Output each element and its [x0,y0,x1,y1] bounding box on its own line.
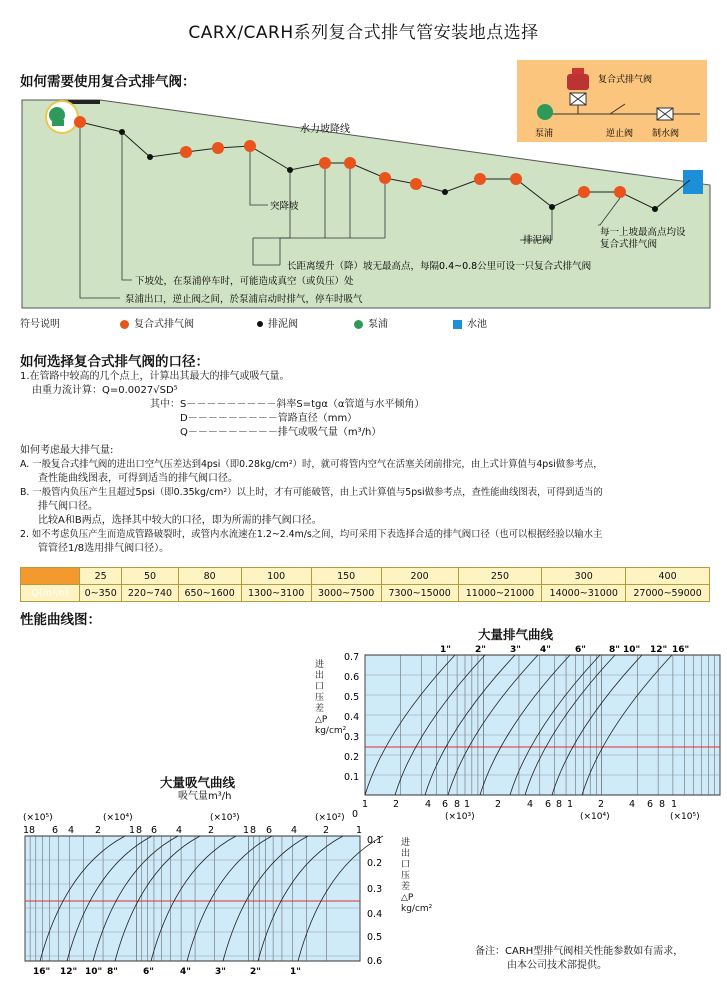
svg-text:6: 6 [151,825,158,836]
inset-pump-label: 泵浦 [535,129,554,139]
svg-text:2: 2 [598,799,605,810]
svg-text:16": 16" [33,967,51,977]
svg-text:4: 4 [629,799,636,810]
drain-valve-marker [147,154,153,160]
svg-text:0.3: 0.3 [367,884,383,895]
size-cell: 25 [80,568,122,585]
svg-text:16": 16" [672,645,690,655]
intake-chart-title: 大量吸气曲线 [160,775,236,790]
size-cell: 250 [458,568,542,585]
svg-text:1: 1 [356,825,363,836]
svg-text:(×10⁵): (×10⁵) [670,812,700,822]
ytick-label: 0.3 [344,732,360,743]
svg-text:1: 1 [243,825,250,836]
air-valve-symbol-icon [120,320,129,329]
installation-diagram [0,60,727,315]
svg-text:2: 2 [323,825,330,836]
text-line: 查性能曲线图表，可得到适当的排气阀口径。 [38,473,238,484]
air-valve-marker [74,116,86,128]
air-valve-marker [474,173,486,185]
text-line: 管管径1/8选用排气阀口径）。 [38,543,170,554]
svg-text:4: 4 [425,799,432,810]
svg-text:(×10²): (×10²) [315,813,345,823]
svg-text:12": 12" [650,645,668,655]
ytick-label: 0.5 [344,692,360,703]
flow-cell: 650~1600 [178,585,241,602]
svg-text:10": 10" [85,967,103,977]
exhaust-chart-title: 大量排气曲线 [478,627,554,642]
svg-text:2: 2 [393,799,400,810]
air-valve-marker [244,140,256,152]
svg-text:0.6: 0.6 [367,956,383,967]
exhaust-chart [330,640,725,825]
svg-text:10": 10" [623,645,641,655]
text-line: D－－－－－－－－－管路直径（mm） [180,413,358,424]
svg-text:(×10³): (×10³) [210,813,240,823]
page-title: CARX/CARH系列复合式排气管安装地点选择 [188,23,539,43]
svg-text:6: 6 [266,825,273,836]
drain-valve-symbol-icon [257,321,263,327]
legend-tank: 水池 [453,318,487,332]
exhaust-xticks [362,799,677,810]
svg-text:6: 6 [545,799,552,810]
text-line: B. 一般管内负压产生且超过5psi（即0.35kg/cm²）以上时，才有可能破管，由上式计算值与5psi做参考点，查性能曲线图表，可得到适当的 [20,487,603,498]
size-cell: 300 [542,568,626,585]
svg-text:0.5: 0.5 [367,932,383,943]
svg-text:8: 8 [659,799,666,810]
intake-xticks [23,825,362,836]
text-line: A. 一般复合式排气阀的进出口空气压差达到4psi（即0.28kg/cm²）时，就可将管内空气在活塞关闭前排完，由上式计算值与4psi做参考点， [20,459,603,470]
table-row [21,568,710,585]
note-pump-outlet: 泵浦出口，逆止阀之间，於泵浦启动时排气，停车时吸气 [125,294,363,305]
text-line: 1.在管路中较高的几个点上，计算出其最大的排气或吸气量。 [20,371,290,382]
exhaust-yticks [344,652,359,820]
inset-pump-icon [537,104,553,120]
inset-gate-label: 制水阀 [652,129,680,139]
svg-text:(×10⁵): (×10⁵) [23,813,53,823]
size-cell: 150 [311,568,381,585]
svg-text:1: 1 [464,799,471,810]
svg-text:2: 2 [95,825,102,836]
exhaust-plot-area [365,655,720,795]
text-line: 2. 如不考虑负压产生而造成管路破裂时，或管内水流速在1.2~2.4m/s之间，均可采用下表选择合适的排气阀口径（也可以根据经验以输水主 [20,529,603,540]
svg-text:(×10³): (×10³) [445,812,475,822]
intake-ylabel: 进出口压差△P kg/cm² [401,838,433,914]
svg-text:8: 8 [454,799,461,810]
intake-chart [15,808,400,980]
text-line: 由重力流计算：Q=0.0027√SD⁵ [32,385,178,396]
air-valve-marker [578,186,590,198]
note-steep-down: 突降坡 [270,201,299,212]
svg-text:4: 4 [68,825,75,836]
table-row [21,585,710,602]
pump-symbol-icon [354,320,363,329]
svg-text:6": 6" [575,645,586,655]
flow-cell: 3000~7500 [311,585,381,602]
svg-text:2: 2 [208,825,215,836]
legend-pump: 泵浦 [354,318,388,332]
intake-curve-labels [33,967,301,977]
drain-valve-marker [652,206,658,212]
inset-check-label: 逆止阀 [606,129,634,139]
sizing-text [20,370,720,556]
exhaust-curve-labels [440,645,689,655]
ytick-label: 0.2 [344,752,360,763]
text-line: 比较A和B两点，选择其中较大的口径，即为所需的排气阀口径。 [38,515,322,526]
size-table [20,567,710,602]
ytick-label: 0.1 [344,772,360,783]
air-valve-marker [379,172,391,184]
flow-cell: 7300~15000 [381,585,458,602]
svg-text:3": 3" [215,967,226,977]
size-cell: 100 [241,568,311,585]
svg-text:6: 6 [52,825,59,836]
legend-air-valve: 复合式排气阀 [120,318,194,332]
svg-text:4: 4 [176,825,183,836]
svg-text:1: 1 [362,799,369,810]
slope-label: 水力坡降线 [300,124,350,135]
flow-cell: 11000~21000 [458,585,542,602]
legend-title: 符号说明 [20,319,60,330]
svg-text:8: 8 [556,799,563,810]
note-drain: 排泥阀 [523,235,552,246]
svg-text:1: 1 [567,799,574,810]
svg-text:3": 3" [510,645,521,655]
air-valve-marker [614,186,626,198]
symbol-legend [20,318,540,332]
size-cell: 200 [381,568,458,585]
svg-text:4: 4 [291,825,298,836]
svg-text:(×10⁴): (×10⁴) [580,812,610,822]
drain-valve-marker [549,204,555,210]
exhaust-xunits [445,812,700,822]
svg-text:2": 2" [250,967,261,977]
text-line: 其中：S－－－－－－－－－斜率S=tgα（α管道与水平倾角） [150,399,425,410]
section-curves-heading: 性能曲线图： [20,612,101,628]
drain-valve-marker [287,167,293,173]
note-downslope: 下坡处，在泵浦停车时，可能造成真空（或负压）处 [135,276,354,287]
svg-text:18: 18 [23,825,36,836]
svg-text:1": 1" [440,645,451,655]
svg-text:0.4: 0.4 [367,909,383,920]
svg-text:4: 4 [527,799,534,810]
drain-valve-marker [442,189,448,195]
svg-text:2: 2 [495,799,502,810]
note-line-1: 备注：CARH型排气阀相关性能参数如有需求， [475,946,684,957]
text-line: Q－－－－－－－－－排气或吸气量（m³/h） [180,427,382,438]
ytick-label: 0.7 [344,652,360,663]
air-valve-marker [212,142,224,154]
flow-cell: 14000~31000 [542,585,626,602]
svg-text:0.1: 0.1 [367,835,383,846]
q-header-cell: Q(m³/h) [21,585,80,602]
tank-symbol-icon [453,320,462,329]
svg-text:8": 8" [107,967,118,977]
svg-text:1: 1 [129,825,136,836]
drain-valve-marker [119,129,125,135]
svg-text:0.2: 0.2 [367,858,383,869]
svg-text:8": 8" [609,645,620,655]
svg-text:12": 12" [60,967,78,977]
intake-yticks [367,835,382,967]
text-line: 排气阀口径。 [38,501,98,512]
svg-text:4": 4" [540,645,551,655]
legend-drain-valve: 排泥阀 [257,318,298,332]
note-peak-2: 复合式排气阀 [600,239,658,250]
exhaust-ylabel: 进出口压差△P kg/cm² [315,660,347,736]
size-cell: 400 [626,568,710,585]
section-sizing-heading: 如何选择复合式排气阀的口径： [20,354,209,370]
svg-text:6": 6" [143,967,154,977]
svg-text:6: 6 [647,799,654,810]
svg-text:(×10⁴): (×10⁴) [103,813,133,823]
intake-xunits [23,813,345,823]
svg-text:2": 2" [475,645,486,655]
slope-start-marker [68,100,100,104]
ytick-label: 0 [352,809,359,820]
size-cell: 50 [122,568,178,585]
flow-cell: 220~740 [122,585,178,602]
note-peak: 每一上坡最高点均设 [600,227,686,238]
svg-text:1": 1" [290,967,301,977]
section-usage-heading: 如何需要使用复合式排气阀： [20,74,196,90]
svg-text:6: 6 [442,799,449,810]
air-valve-marker [410,178,422,190]
text-line: 如何考虑最大排气量: [20,445,114,456]
note-line-2: 由本公司技术部提供。 [507,960,607,971]
air-valve-marker [180,146,192,158]
table-corner-cell [21,568,80,585]
tank-icon [683,170,703,194]
svg-text:8: 8 [136,825,143,836]
flow-cell: 0~350 [80,585,122,602]
svg-text:8: 8 [250,825,257,836]
air-valve-marker [344,157,356,169]
intake-chart-subtitle: 吸气量m³/h [178,791,232,802]
air-valve-marker [510,173,522,185]
size-cell: 80 [178,568,241,585]
svg-text:4": 4" [180,967,191,977]
flow-cell: 1300~3100 [241,585,311,602]
inset-valve-label: 复合式排气阀 [598,75,653,85]
svg-text:1: 1 [671,799,678,810]
flow-cell: 27000~59000 [626,585,710,602]
ytick-label: 0.6 [344,672,360,683]
air-valve-marker [319,157,331,169]
note-long-rise: 长距离缓升（降）坡无最高点，每隔0.4~0.8公里可设一只复合式排气阀 [287,261,592,272]
ytick-label: 0.4 [344,712,360,723]
